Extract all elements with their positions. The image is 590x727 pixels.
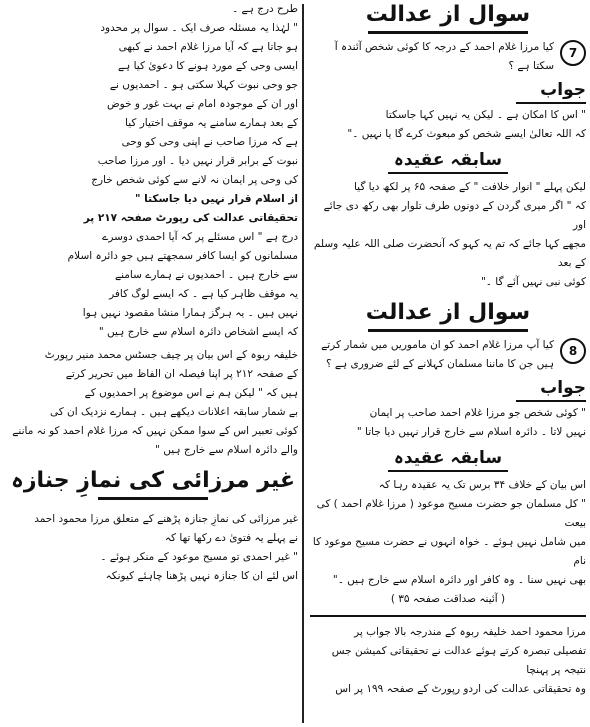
- left-top-line: جو وحی نبوت کہلا سکتی ہو ۔ احمدیوں نے: [109, 79, 298, 91]
- a7-line: " اس کا امکان ہے ۔ لیکن یہ نہیں کہا جاسکتا: [385, 109, 586, 121]
- left-top-line: ایسی وحی کے مورد ہونے کا دعویٰ کیا ہے: [117, 60, 298, 72]
- report-heading: تحقیقاتی عدالت کی رپورٹ صفحہ ۲۱۷ پر: [83, 212, 298, 224]
- left-top-line: ہو جاتا ہے کہ آیا مرزا غلام احمد نے کبھی: [118, 41, 298, 53]
- q7-line: کیا مرزا غلام احمد کے درجہ کا کوئی شخص آئندہ آ: [334, 41, 554, 53]
- report-line: مسلمانوں کو ایسا کافر سمجھتے ہیں جو دائرہ اسلام: [67, 250, 298, 262]
- q7-row: [310, 38, 586, 76]
- q7-text: [335, 38, 554, 76]
- left-top-line: ہے کہ مرزا صاحب نے اپنی وحی کو وحی: [121, 136, 298, 148]
- left-column: [8, 0, 298, 586]
- report-line: کہ ایسے اشخاص دائرہ اسلام سے خارج ہیں ": [98, 326, 298, 338]
- khalifa-line: خلیفہ ربوہ کے اس بیان پر چیف جسٹس محمد منیر رپورٹ: [44, 349, 298, 361]
- janaza-line: نے پہلے یہ فتویٰ دے رکھا تھا کہ: [164, 532, 298, 544]
- belief1-line: لیکن پہلے " انوار خلافت " کے صفحہ ۶۵ پر لکھ دیا گیا: [353, 181, 586, 193]
- column-divider: [302, 4, 304, 723]
- belief1-line: کہ " اگر میری گردن کے دونوں طرف تلوار بھی رکھ دی جائے اور: [323, 200, 586, 231]
- q8-heading: سوال از عدالت: [365, 300, 531, 325]
- janaza-line: غیر مرزائی کی نمازِ جنازہ پڑھنے کے متعلق مرزا محمود احمد: [34, 513, 298, 525]
- report-line: درج ہے " اس مسئلے پر کہ آیا احمدی دوسرے: [102, 231, 298, 243]
- section-underline: [388, 172, 508, 174]
- bottom-line: وہ تحقیقاتی عدالت کی اردو رپورٹ کے صفحہ ۱۹۹ پر اس: [335, 683, 586, 695]
- q8-line: کیا آپ مرزا غلام احمد کو ان ماموریں میں شمار کرتے: [321, 339, 554, 351]
- q8-number-badge: 8: [560, 338, 586, 364]
- right-column: [310, 0, 586, 699]
- bottom-paragraph: [310, 615, 586, 699]
- janaza-line: اس لئے ان کا جنازہ نہیں پڑھنا چاہئے کیونکہ: [105, 570, 298, 582]
- q7-heading: سوال از عدالت: [365, 2, 531, 27]
- khalifa-line: بے شمار سابقہ اعلانات دیکھے ہیں ۔ ہمارے نزدیک ان کی: [49, 406, 298, 418]
- q7-number-badge: 7: [560, 40, 586, 66]
- belief2-line: " کل مسلمان جو حضرت مسیح موعود ( مرزا غلام احمد ) کی بیعت: [316, 498, 586, 529]
- heading-underline: [98, 497, 208, 500]
- heading-underline: [368, 31, 528, 34]
- q7-line: سکتا ہے ؟: [508, 60, 554, 72]
- belief2-line: بھی نہیں سنا ۔ وہ کافر اور دائرہ اسلام سے خارج ہیں ۔": [332, 574, 586, 586]
- belief2-line: میں شامل نہیں ہوئے ۔ خواہ انہوں نے حضرت مسیح موعود کا نام: [312, 536, 586, 567]
- report-line: نہیں ہیں ۔ یہ ہرگز ہمارا منشا مقصود نہیں ہوا: [82, 307, 298, 319]
- khalifa-line: کے صفحہ ۲۱۲ پر اپنا فیصلہ ان الفاظ میں تحریر کرتے: [65, 368, 298, 380]
- q8-row: [310, 336, 586, 374]
- q8-text: [321, 336, 554, 374]
- a7-line: کہ اللہ تعالیٰ ایسے شخص کو مبعوث کرے گا یا نہیں ۔": [347, 128, 586, 140]
- bottom-line: مرزا محمود احمد خلیفہ ربوہ کے مندرجہ بالا جواب پر: [354, 626, 586, 638]
- belief1-heading: سابقہ عقیدہ: [393, 150, 503, 170]
- report-line: سے خارج ہیں ۔ احمدیوں نے ہمارے سامنے: [114, 269, 298, 281]
- khalifa-line: ہیں کہ " لیکن ہم نے اس موضوع پر احمدیوں کے: [84, 387, 298, 399]
- a7-label: جواب: [540, 80, 586, 100]
- belief2-reference: ( آئینہ صداقت صفحہ ۳۵ ): [390, 593, 506, 605]
- belief1-line: مجھے کہا جائے کہ تم یہ کہو کہ آنحضرت صلی اللہ علیہ وسلم کے بعد: [313, 238, 586, 269]
- q8-line: ہیں جن کا ماننا مسلمان کہلانے کے لئے ضروری ہے ؟: [325, 358, 554, 370]
- belief1-line: کوئی نبی نہیں آئے گا ۔": [480, 276, 586, 288]
- khalifa-line: کوئی تعبیر اس کے سوا ممکن نہیں کہ مرزا غلام احمد کو نہ ماننے: [12, 425, 298, 437]
- a8-label: جواب: [540, 378, 586, 398]
- label-underline: [516, 400, 586, 402]
- section-underline: [388, 470, 508, 472]
- report-line: یہ موقف ظاہر کیا ہے ۔ کہ ایسے لوگ کافر: [109, 288, 298, 300]
- khalifa-line: والے دائرہ اسلام سے خارج ہیں ": [155, 444, 298, 456]
- left-top-line: نبوت کے برابر قرار نہیں دیا ۔ اور مرزا صاحب: [97, 155, 298, 167]
- label-underline: [516, 102, 586, 104]
- emphasis-line: از اسلام قرار نہیں دیا جاسکتا ": [135, 193, 298, 205]
- left-top-line: " لہٰذا یہ مسئلہ صرف ایک ۔ سوال پر محدود: [100, 22, 298, 34]
- belief2-line: اس بیان کے خلاف ۳۴ برس تک یہ عقیدہ رہا کہ: [378, 479, 586, 491]
- heading-underline: [368, 329, 528, 332]
- left-top-line: اور ان کے موجودہ امام نے بہت غور و خوض: [106, 98, 298, 110]
- a8-line: نہیں لاتا ۔ دائرہ اسلام سے خارج قرار نہیں دیا جاتا ": [356, 426, 586, 438]
- left-top-line: کے بعد ہمارے سامنے یہ موقف اختیار کیا: [125, 117, 298, 129]
- a8-line: " کوئی شخص جو مرزا غلام احمد صاحب پر ایمان: [369, 407, 586, 419]
- belief2-heading: سابقہ عقیدہ: [393, 448, 503, 468]
- janaza-heading: غیر مرزائی کی نمازِ جنازہ: [10, 468, 295, 493]
- bottom-line: تفصیلی تبصرہ کرتے ہوئے عدالت نے تحقیقاتی کمیشن جس نتیجہ پر پہنچا: [331, 645, 586, 676]
- left-top-line: کی وحی پر ایمان نہ لانے سے کوئی شخص خارج: [91, 174, 298, 186]
- khalifa-paragraph: [8, 346, 298, 460]
- janaza-line: " غیر احمدی تو مسیح موعود کے منکر ہوئے ۔: [100, 551, 298, 563]
- left-top-line: طرح درج ہے ۔: [232, 3, 298, 15]
